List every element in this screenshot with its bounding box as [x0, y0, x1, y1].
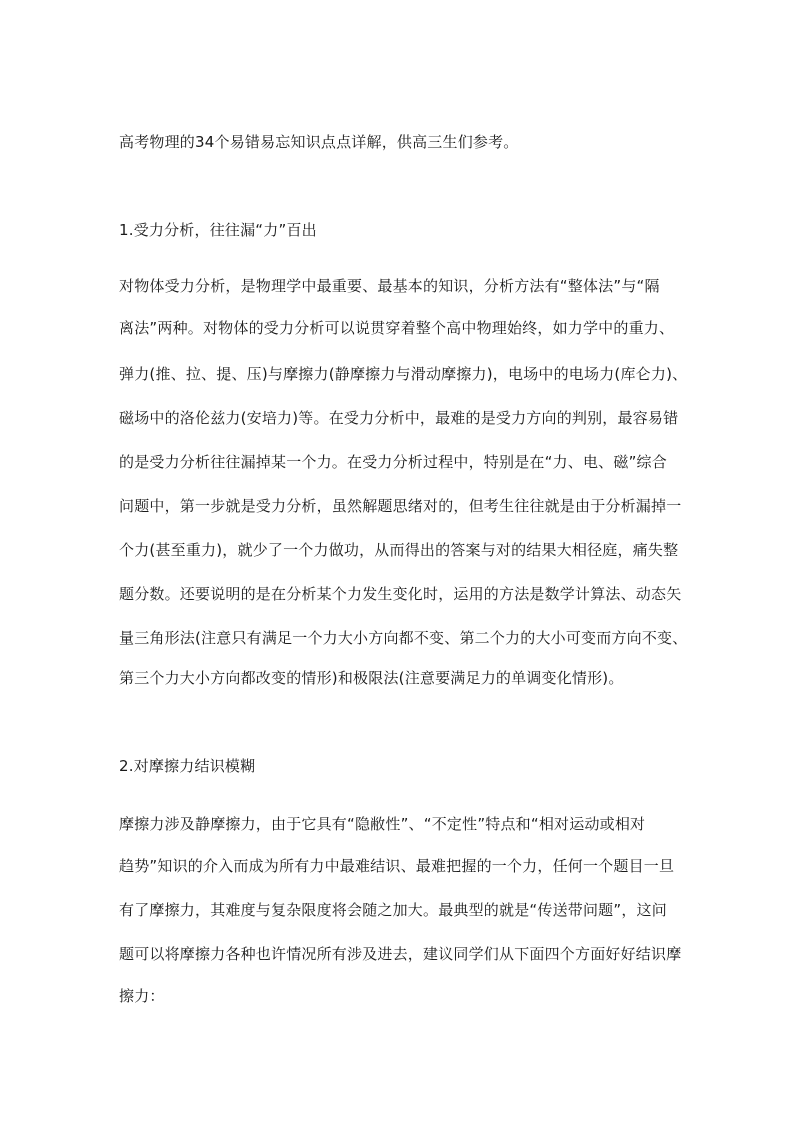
section-2-heading: 2.对摩擦力结识模糊: [119, 757, 256, 775]
paragraph-line: 题可以将摩擦力各种也许情况所有涉及进去，建议同学们从下面四个方面好好结识摩: [119, 945, 682, 963]
paragraph-line: 擦力：: [119, 987, 165, 1005]
paragraph-line: 第三个力大小方向都改变的情形)和极限法(注意要满足力的单调变化情形)。: [119, 669, 624, 687]
paragraph-line: 摩擦力涉及静摩擦力，由于它具有“隐敝性”、“不定性”特点和“相对运动或相对: [119, 815, 646, 833]
paragraph-line: 弹力(推、拉、提、压)与摩擦力(静摩擦力与滑动摩擦力)，电场中的电场力(库仑力)、: [119, 365, 688, 383]
paragraph-line: 量三角形法(注意只有满足一个力大小方向都不变、第二个力的大小可变而方向不变、: [119, 629, 688, 647]
paragraph-line: 问题中，第一步就是受力分析，虽然解题思绪对的，但考生往往就是由于分析漏掉一: [119, 497, 682, 515]
paragraph-line: 离法”两种。对物体的受力分析可以说贯穿着整个高中物理始终，如力学中的重力、: [119, 319, 675, 337]
section-1-heading: 1.受力分析，往往漏“力”百出: [119, 221, 317, 239]
paragraph-line: 磁场中的洛伦兹力(安培力)等。在受力分析中，最难的是受力方向的判别，最容易错: [119, 409, 679, 427]
paragraph-line: 对物体受力分析，是物理学中最重要、最基本的知识，分析方法有“整体法”与“隔: [119, 277, 660, 295]
paragraph-line: 趋势”知识的介入而成为所有力中最难结识、最难把握的一个力，任何一个题目一旦: [119, 857, 675, 875]
paragraph-line: 个力(甚至重力)，就少了一个力做功，从而得出的答案与对的结果大相径庭，痛失整: [119, 541, 679, 559]
paragraph-line: 有了摩擦力，其难度与复杂限度将会随之加大。最典型的就是“传送带问题”，这问: [119, 901, 667, 919]
paragraph-line: 题分数。还要说明的是在分析某个力发生变化时，运用的方法是数学计算法、动态矢: [119, 585, 682, 603]
intro-text: 高考物理的34个易错易忘知识点点详解，供高三生们参考。: [119, 133, 519, 151]
paragraph-line: 的是受力分析往往漏掉某一个力。在受力分析过程中，特别是在“力、电、磁”综合: [119, 453, 667, 471]
